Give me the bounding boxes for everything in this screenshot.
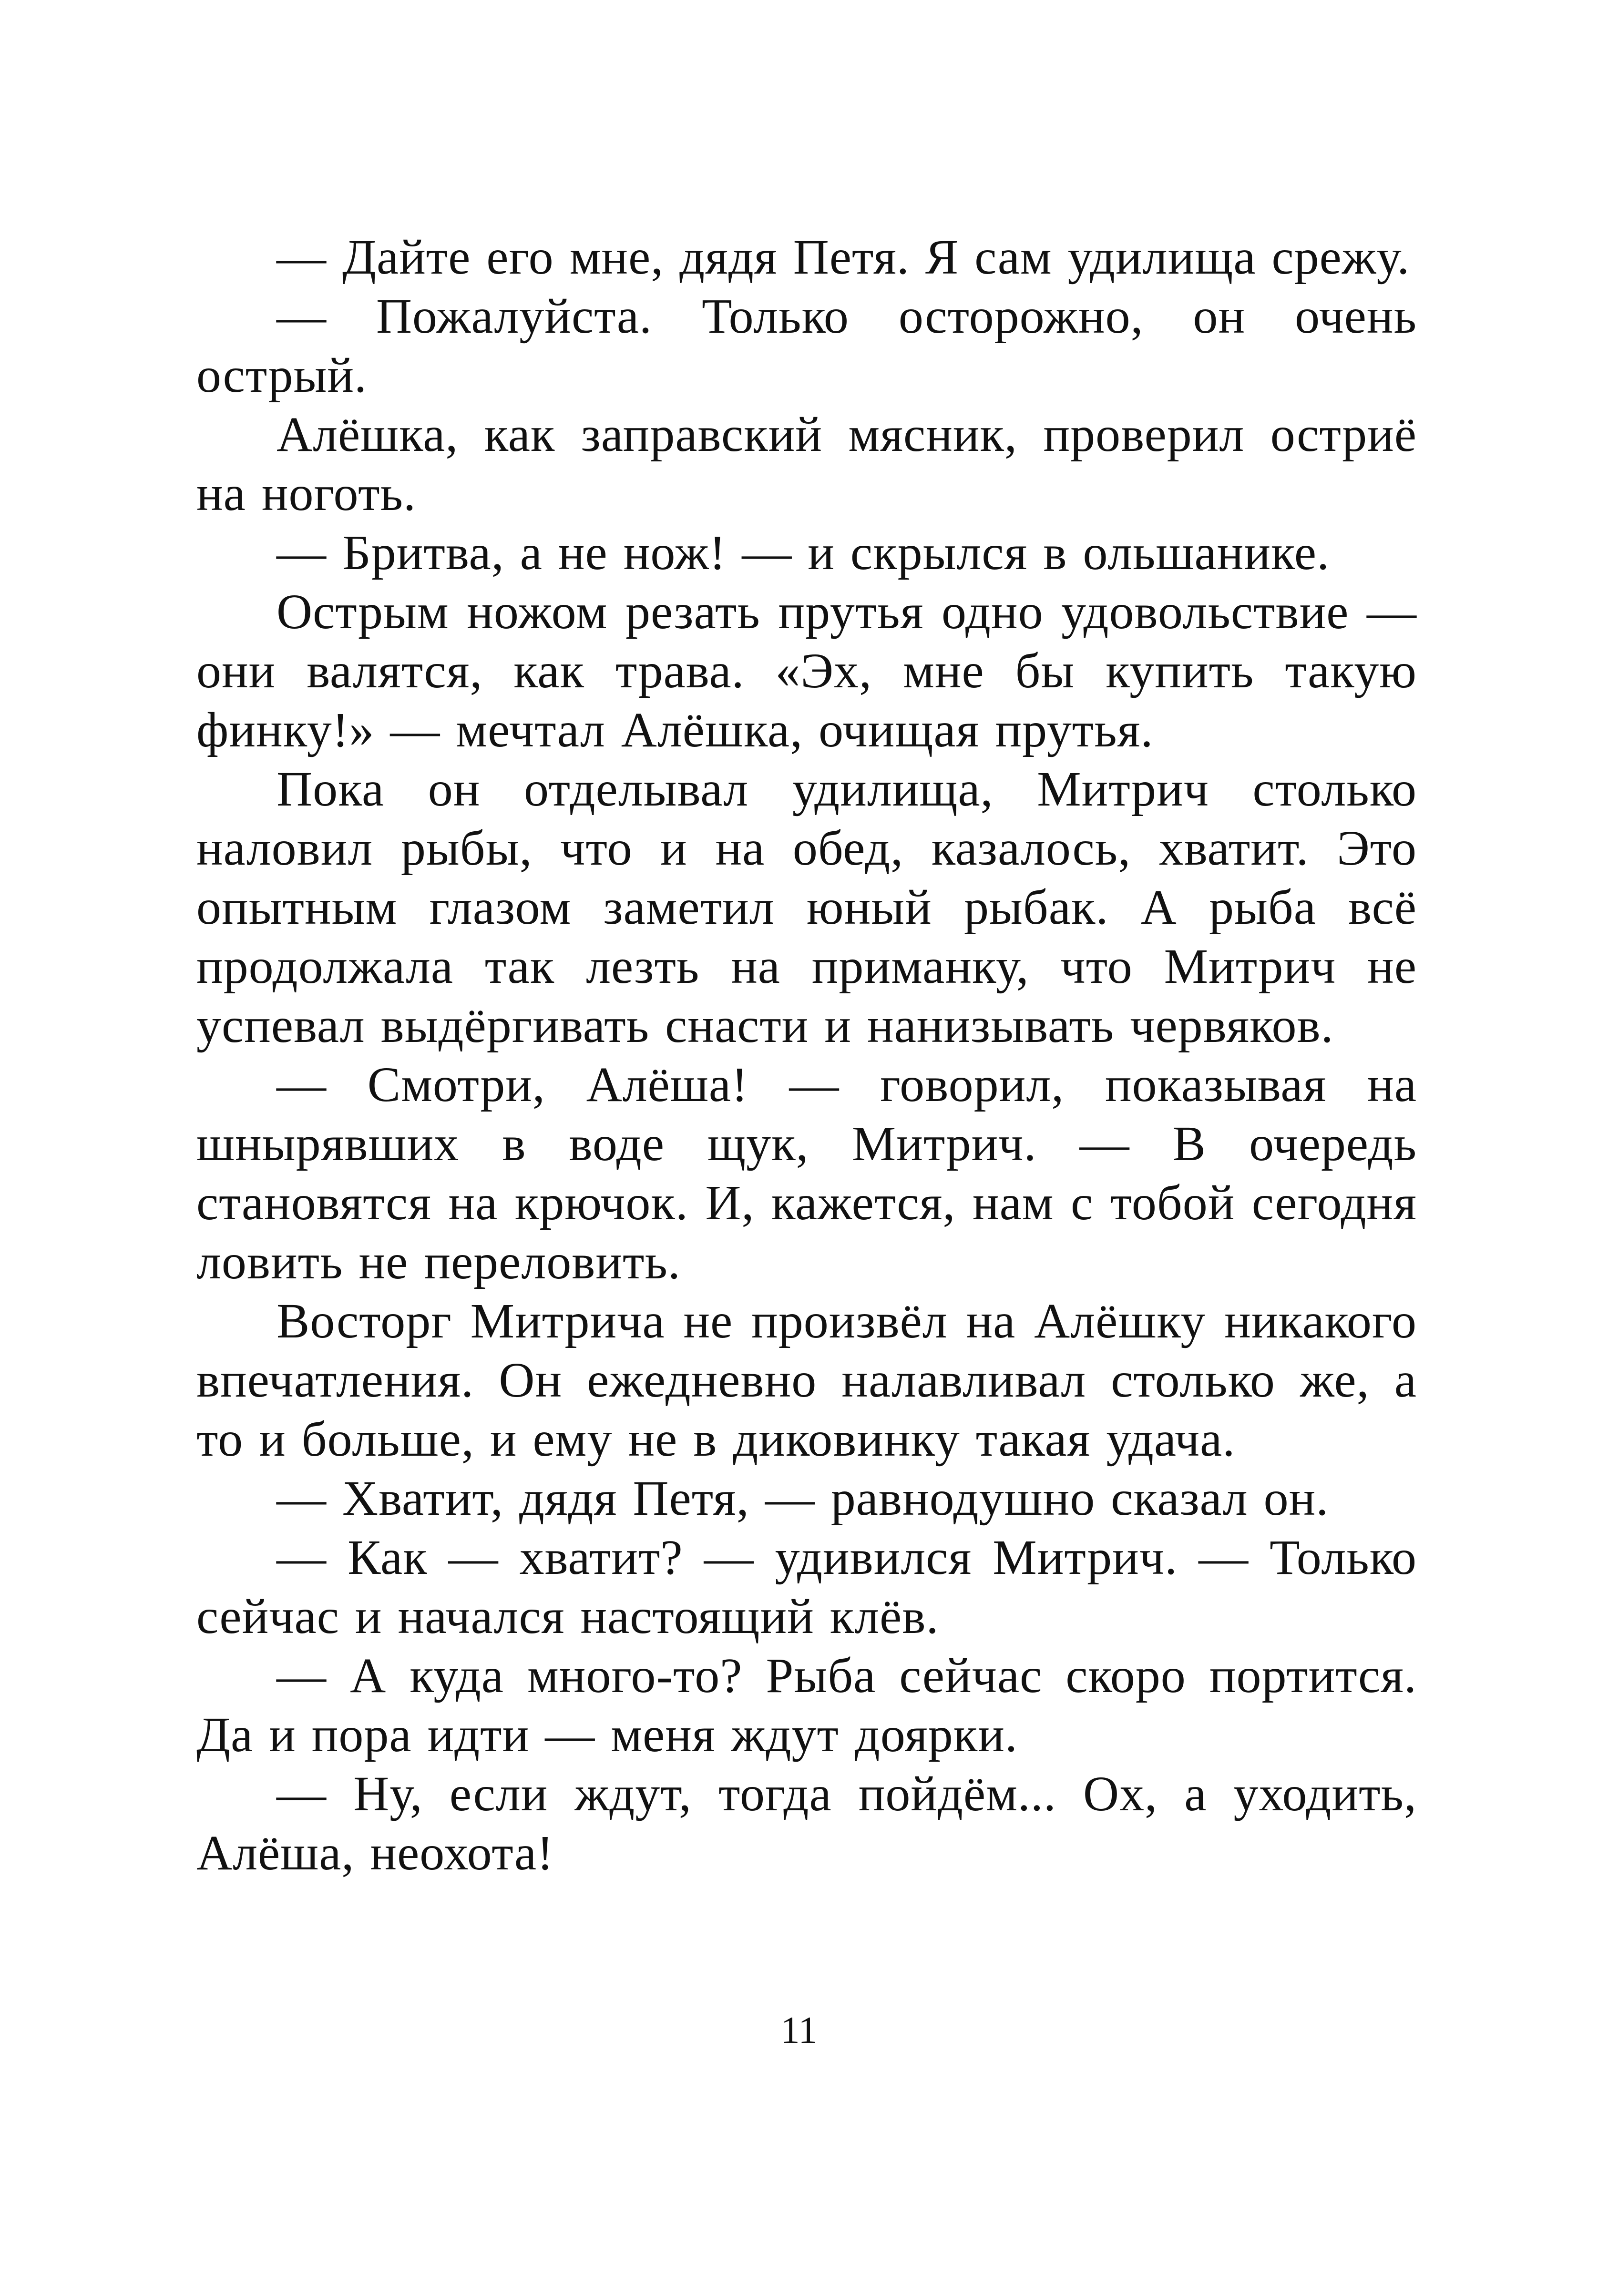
paragraph: Восторг Митрича не произвёл на Алёшку никакого впечатления. Он ежедневно налавливал столько же, а то и больше, и ему не в диковинку такая удача. (196, 1294, 1417, 1467)
paragraph: — Бритва, а не нож! — и скрылся в ольшанике. (277, 525, 1330, 580)
paragraph: — Хватит, дядя Петя, — равнодушно сказал он. (277, 1471, 1329, 1526)
paragraph: — Дайте его мне, дядя Петя. Я сам удилища срежу. (277, 230, 1410, 285)
paragraph: Пока он отделывал удилища, Митрич столько наловил рыбы, что и на обед, казалось, хватит. Это опытным глазом заметил юный рыбак. А рыба всё продолжала так лезть на приманку, что Митрич не успевал выдёргивать снасти и нанизывать червяков. (196, 762, 1417, 1053)
paragraph: — Как — хватит? — удивился Митрич. — Только сейчас и начался настоящий клёв. (196, 1530, 1417, 1644)
paragraph: Острым ножом резать прутья одно удовольствие — они валятся, как трава. «Эх, мне бы купить такую финку!» — мечтал Алёшка, очищая прутья. (196, 584, 1417, 757)
page-number: 11 (780, 2010, 818, 2051)
paragraph: — А куда много-то? Рыба сейчас скоро портится. Да и пора идти — меня ждут доярки. (196, 1648, 1417, 1762)
paragraph: Алёшка, как заправский мясник, проверил остриё на ноготь. (196, 407, 1417, 521)
body-text (196, 228, 1417, 1883)
paragraph: — Пожалуйста. Только осторожно, он очень острый. (196, 289, 1417, 403)
paragraph: — Ну, если ждут, тогда пойдём... Ох, а уходить, Алёша, неохота! (196, 1766, 1417, 1880)
paragraph: — Смотри, Алёша! — говорил, показывая на шнырявших в воде щук, Митрич. — В очередь становятся на крючок. И, кажется, нам с тобой сегодня ловить не переловить. (196, 1057, 1417, 1289)
